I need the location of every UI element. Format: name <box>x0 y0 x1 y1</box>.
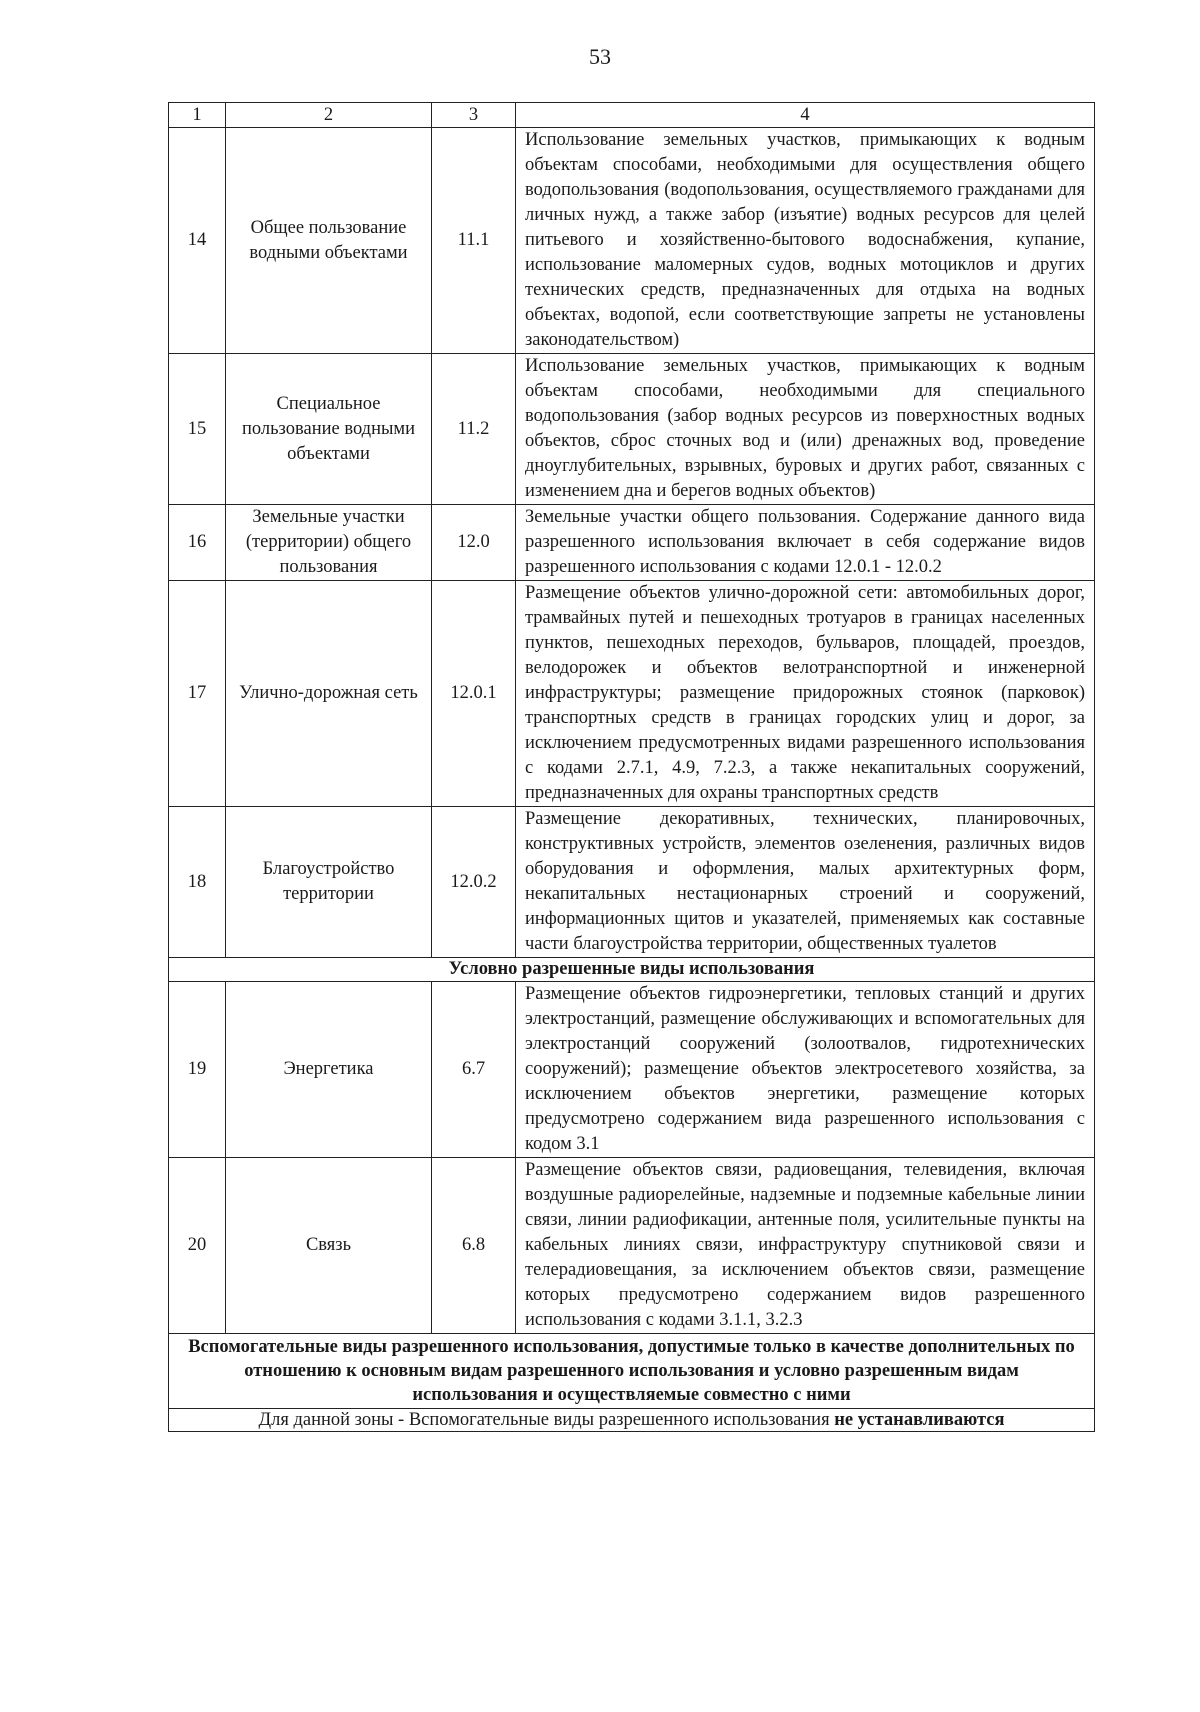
row-number: 15 <box>169 354 226 505</box>
use-type-name: Общее пользование водными объектами <box>226 128 432 354</box>
table-row <box>169 354 1095 505</box>
use-type-code: 6.7 <box>432 982 516 1158</box>
section-heading-conditional: Условно разрешенные виды использования <box>169 958 1095 982</box>
auxiliary-note-text: Для данной зоны - Вспомогательные виды разрешенного использования <box>258 1410 835 1430</box>
row-number: 14 <box>169 128 226 354</box>
auxiliary-note-row <box>169 1409 1095 1432</box>
row-number: 19 <box>169 982 226 1158</box>
row-number: 17 <box>169 581 226 807</box>
use-type-code: 6.8 <box>432 1158 516 1334</box>
section-heading-row <box>169 958 1095 982</box>
row-number: 20 <box>169 1158 226 1334</box>
use-type-name: Благоустройство территории <box>226 807 432 958</box>
use-type-name: Земельные участки (территории) общего пользования <box>226 505 432 581</box>
use-type-name: Улично-дорожная сеть <box>226 581 432 807</box>
table-row <box>169 982 1095 1158</box>
column-header-4: 4 <box>516 103 1095 128</box>
table-row <box>169 128 1095 354</box>
auxiliary-heading-row <box>169 1334 1095 1409</box>
column-header-2: 2 <box>226 103 432 128</box>
table-row <box>169 807 1095 958</box>
use-type-description: Размещение декоративных, технических, планировочных, конструктивных устройств, элементов озеленения, различных видов оборудования и оформления, малых архитектурных форм, некапитальных нестационарных строений и сооружений, информационных щитов и указателей, применяемых как составные части благоустройства территории, общественных туалетов <box>516 807 1095 958</box>
use-type-name: Специальное пользование водными объектами <box>226 354 432 505</box>
use-type-code: 12.0 <box>432 505 516 581</box>
use-type-description: Размещение объектов улично-дорожной сети: автомобильных дорог, трамвайных путей и пешеходных тротуаров в границах населенных пунктов, пешеходных переходов, бульваров, площадей, проездов, велодорожек и объектов велотранспортной и инженерной инфраструктуры; размещение придорожных стоянок (парковок) транспортных средств в границах городских улиц и дорог, за исключением предусмотренных видами разрешенного использования с кодами 2.7.1, 4.9, 7.2.3, а также некапитальных сооружений, предназначенных для охраны транспортных средств <box>516 581 1095 807</box>
use-type-description: Использование земельных участков, примыкающих к водным объектам способами, необходимыми для специального водопользования (забор водных ресурсов из поверхностных водных объектов, сброс сточных вод и (или) дренажных вод, проведение дноуглубительных, взрывных, буровых и других работ, связанных с изменением дна и берегов водных объектов) <box>516 354 1095 505</box>
use-type-code: 11.2 <box>432 354 516 505</box>
auxiliary-heading: Вспомогательные виды разрешенного использования, допустимые только в качестве дополнительных по отношению к основным видам разрешенного использования и условно разрешенным видам использования и осуществляемые совместно с ними <box>169 1334 1095 1409</box>
page-number: 53 <box>589 44 611 69</box>
land-use-table <box>168 102 1095 1432</box>
use-type-description: Земельные участки общего пользования. Содержание данного вида разрешенного использования включает в себя содержание видов разрешенного использования с кодами 12.0.1 - 12.0.2 <box>516 505 1095 581</box>
table-row <box>169 505 1095 581</box>
auxiliary-note <box>169 1409 1095 1432</box>
row-number: 18 <box>169 807 226 958</box>
use-type-description: Размещение объектов связи, радиовещания, телевидения, включая воздушные радиорелейные, надземные и подземные кабельные линии связи, линии радиофикации, антенные поля, усилительные пункты на кабельных линиях связи, инфраструктуру спутниковой связи и телерадиовещания, за исключением объектов связи, размещение которых предусмотрено содержанием видов разрешенного использования с кодами 3.1.1, 3.2.3 <box>516 1158 1095 1334</box>
use-type-description: Размещение объектов гидроэнергетики, тепловых станций и других электростанций, размещение обслуживающих и вспомогательных для электростанций сооружений (золоотвалов, гидротехнических сооружений); размещение объектов электросетевого хозяйства, за исключением объектов энергетики, размещение которых предусмотрено содержанием вида разрешенного использования с кодом 3.1 <box>516 982 1095 1158</box>
table-row <box>169 1158 1095 1334</box>
use-type-name: Энергетика <box>226 982 432 1158</box>
column-header-3: 3 <box>432 103 516 128</box>
table-row <box>169 581 1095 807</box>
column-header-1: 1 <box>169 103 226 128</box>
use-type-code: 11.1 <box>432 128 516 354</box>
table-header-row <box>169 103 1095 128</box>
use-type-name: Связь <box>226 1158 432 1334</box>
use-type-code: 12.0.1 <box>432 581 516 807</box>
row-number: 16 <box>169 505 226 581</box>
auxiliary-note-emphasis: не устанавливаются <box>834 1410 1005 1430</box>
use-type-description: Использование земельных участков, примыкающих к водным объектам способами, необходимыми для осуществления общего водопользования (водопользования, осуществляемого гражданами для личных нужд, а также забор (изъятие) водных ресурсов для целей питьевого и хозяйственно-бытового водоснабжения, купание, использование маломерных судов, водных мотоциклов и других технических средств, предназначенных для отдыха на водных объектах, водопой, если соответствующие запреты не установлены законодательством) <box>516 128 1095 354</box>
use-type-code: 12.0.2 <box>432 807 516 958</box>
